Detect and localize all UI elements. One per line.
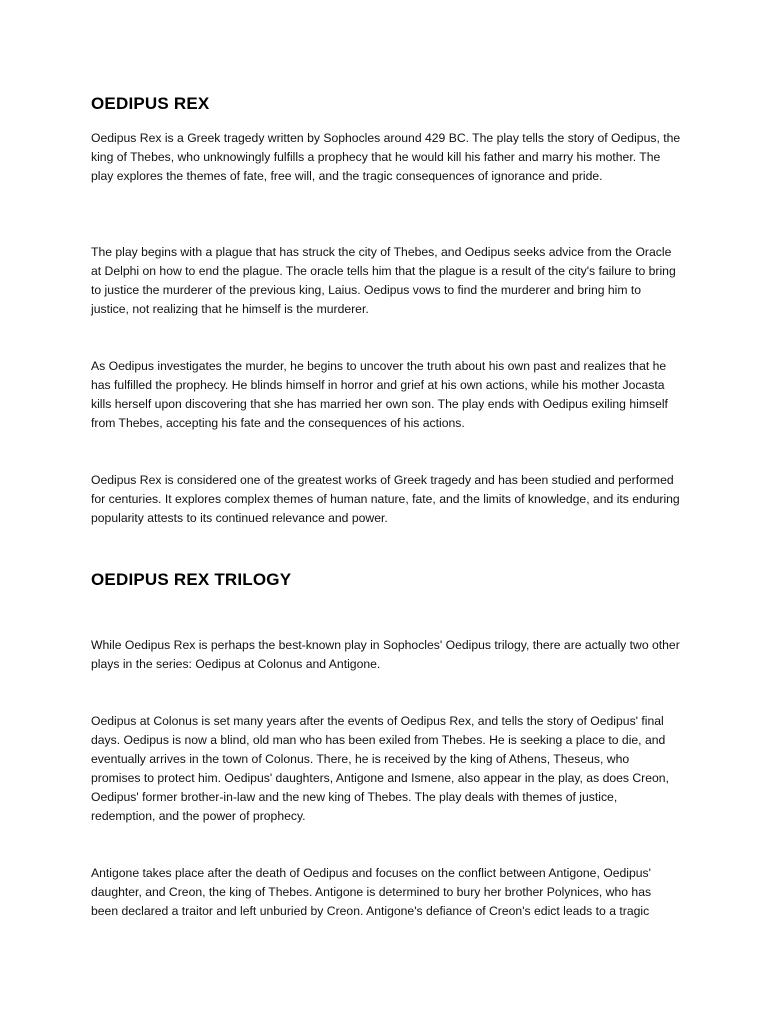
main-heading: OEDIPUS REX: [91, 94, 210, 113]
paragraph-antigone: Antigone takes place after the death of Oedipus and focuses on the conflict between Antigone, Oedipus' daughter, and Creon, the king of Thebes. Antigone is determined to bury her brother Polynices, who has been declared a traitor and left unburied by Creon. Antigone's defiance of Creon's edict leads to a tragic: [91, 866, 652, 918]
paragraph-trilogy-intro: While Oedipus Rex is perhaps the best-known play in Sophocles' Oedipus trilogy, there are actually two other plays in the series: Oedipus at Colonus and Antigone.: [91, 638, 680, 671]
trilogy-heading: OEDIPUS REX TRILOGY: [91, 570, 292, 589]
paragraph-investigation: As Oedipus investigates the murder, he begins to uncover the truth about his own past and realizes that he has fulfilled the prophecy. He blinds himself in horror and grief at his own actions, while his mother Jocasta kills herself upon discovering that she has married her own son. The play ends with Oedipus exiling himself from Thebes, accepting his fate and the consequences of his actions.: [91, 359, 668, 430]
paragraph-legacy: Oedipus Rex is considered one of the greatest works of Greek tragedy and has been studied and performed for centuries. It explores complex themes of human nature, fate, and the limits of knowledge, and its enduring popularity attests to its continued relevance and power.: [91, 473, 680, 525]
paragraph-intro: Oedipus Rex is a Greek tragedy written by Sophocles around 429 BC. The play tells the story of Oedipus, the king of Thebes, who unknowingly fulfills a prophecy that he would kill his father and marry his mother. The play explores the themes of fate, free will, and the tragic consequences of ignorance and pride.: [91, 131, 681, 183]
paragraph-plague: The play begins with a plague that has struck the city of Thebes, and Oedipus seeks advice from the Oracle at Delphi on how to end the plague. The oracle tells him that the plague is a result of the city's failure to bring to justice the murderer of the previous king, Laius. Oedipus vows to find the murderer and bring him to justice, not realizing that he himself is the murderer.: [91, 245, 676, 316]
paragraph-colonus: Oedipus at Colonus is set many years after the events of Oedipus Rex, and tells the story of Oedipus' final days. Oedipus is now a blind, old man who has been exiled from Thebes. He is seeking a place to die, and eventually arrives in the town of Colonus. There, he is received by the king of Athens, Theseus, who promises to protect him. Oedipus' daughters, Antigone and Ismene, also appear in the play, as does Creon, Oedipus' former brother-in-law and the new king of Thebes. The play deals with themes of justice, redemption, and the power of prophecy.: [91, 714, 669, 823]
